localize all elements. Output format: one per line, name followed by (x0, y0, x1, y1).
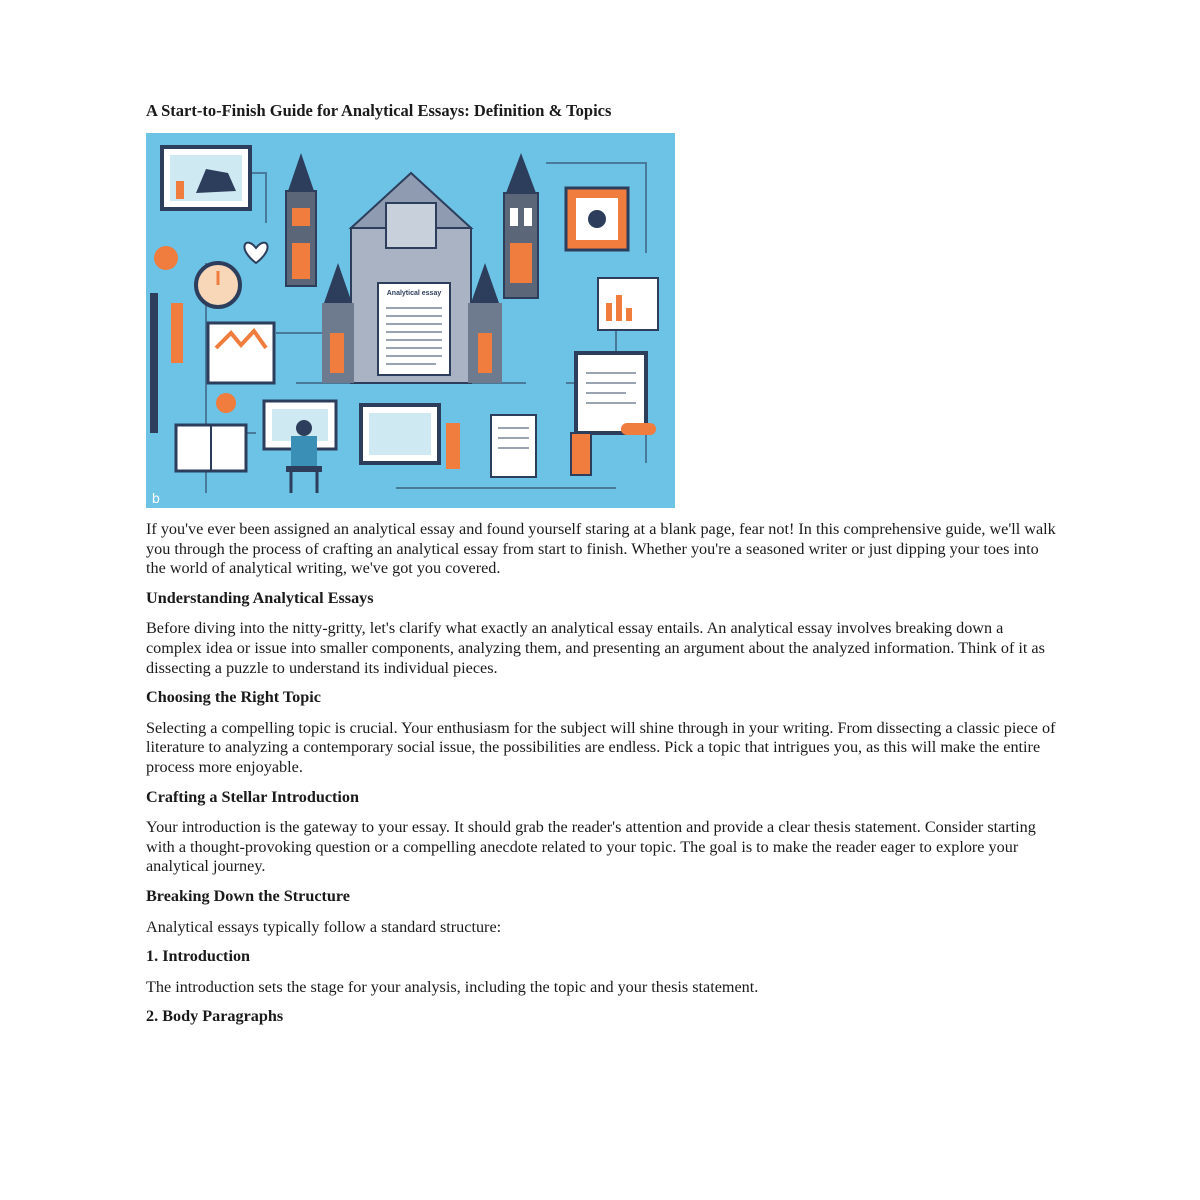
intro-paragraph: If you've ever been assigned an analytical essay and found yourself staring at a blank page, fear not! In this comprehensive guide, we'll walk you through the process of crafting an analytical essay from start to finish. Whether you're a seasoned writer or just dipping your toes into the world of analytical writing, we've got you covered. (146, 520, 1056, 578)
section-paragraph: Analytical essays typically follow a standard structure: (146, 917, 502, 936)
section-paragraph: Your introduction is the gateway to your essay. It should grab the reader's attention and provide a clear thesis statement. Consider starting with a thought-provoking question or a compelling anecdote related to your topic. The goal is to make the reader eager to explore your analytical journey. (146, 818, 1036, 876)
section-heading: Breaking Down the Structure (146, 886, 350, 905)
svg-text:b: b (152, 490, 160, 506)
section-heading: Understanding Analytical Essays (146, 588, 374, 607)
subsection-heading: 2. Body Paragraphs (146, 1007, 284, 1026)
article-body (146, 520, 1061, 1038)
article-illustration (146, 133, 675, 508)
article-title: A Start-to-Finish Guide for Analytical Essays: Definition & Topics (146, 101, 612, 120)
section-paragraph: Selecting a compelling topic is crucial. Your enthusiasm for the subject will shine through in your writing. From dissecting a classic piece of literature to analyzing a contemporary social issue, the possibilities are endless. Pick a topic that intrigues you, as this will make the entire process more enjoyable. (146, 718, 1056, 776)
section-heading: Crafting a Stellar Introduction (146, 787, 359, 806)
subsection-heading: 1. Introduction (146, 947, 251, 966)
section-paragraph: The introduction sets the stage for your analysis, including the topic and your thesis statement. (146, 977, 759, 996)
illustration-document-label: Analytical essay (386, 290, 442, 297)
section-heading: Choosing the Right Topic (146, 688, 321, 707)
section-paragraph: Before diving into the nitty-gritty, let's clarify what exactly an analytical essay entails. An analytical essay involves breaking down a complex idea or issue into smaller components, analyzing them, and presenting an argument about the analyzed information. Think of it as dissecting a puzzle to understand its individual pieces. (146, 619, 1045, 677)
